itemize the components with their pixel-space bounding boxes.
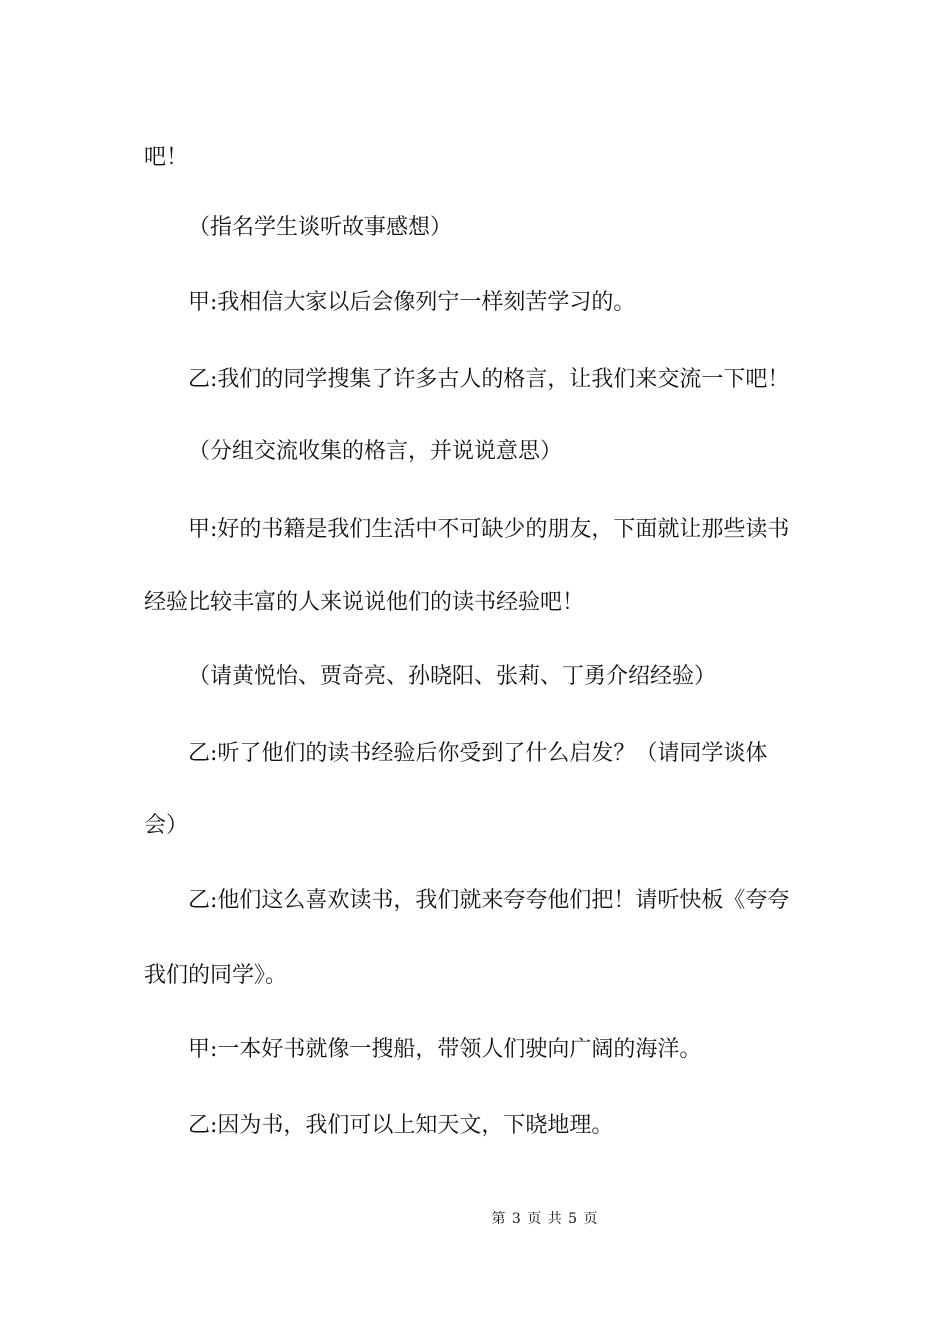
- text-line-10: 会）: [144, 813, 189, 838]
- page-number-footer: 第 3 页 共 5 页: [491, 1211, 599, 1227]
- text-line-12: 我们的同学》。: [144, 963, 288, 988]
- text-line-14: 乙:因为书，我们可以上知天文，下晓地理。: [188, 1113, 614, 1138]
- text-line-8: （请黄悦怡、贾奇亮、孙晓阳、张莉、丁勇介绍经验）: [188, 664, 717, 689]
- text-line-3: 甲:我相信大家以后会像列宁一样刻苦学习的。: [188, 290, 636, 315]
- text-line-5: （分组交流收集的格言，并说说意思）: [188, 439, 563, 464]
- text-line-13: 甲:一本好书就像一搜船，带领人们驶向广阔的海洋。: [188, 1037, 702, 1062]
- text-line-1: 吧！: [144, 145, 189, 170]
- text-line-9: 乙:听了他们的读书经验后你受到了什么启发？（请同学谈体: [188, 741, 768, 766]
- text-line-11: 乙:他们这么喜欢读书，我们就来夸夸他们把！请听快板《夸夸: [188, 888, 790, 913]
- text-line-4: 乙:我们的同学搜集了许多古人的格言，让我们来交流一下吧！: [188, 367, 790, 392]
- text-line-7: 经验比较丰富的人来说说他们的读书经验吧！: [144, 590, 585, 615]
- text-line-6: 甲:好的书籍是我们生活中不可缺少的朋友，下面就让那些读书: [188, 517, 790, 542]
- text-line-2: （指名学生谈听故事感想）: [188, 215, 453, 240]
